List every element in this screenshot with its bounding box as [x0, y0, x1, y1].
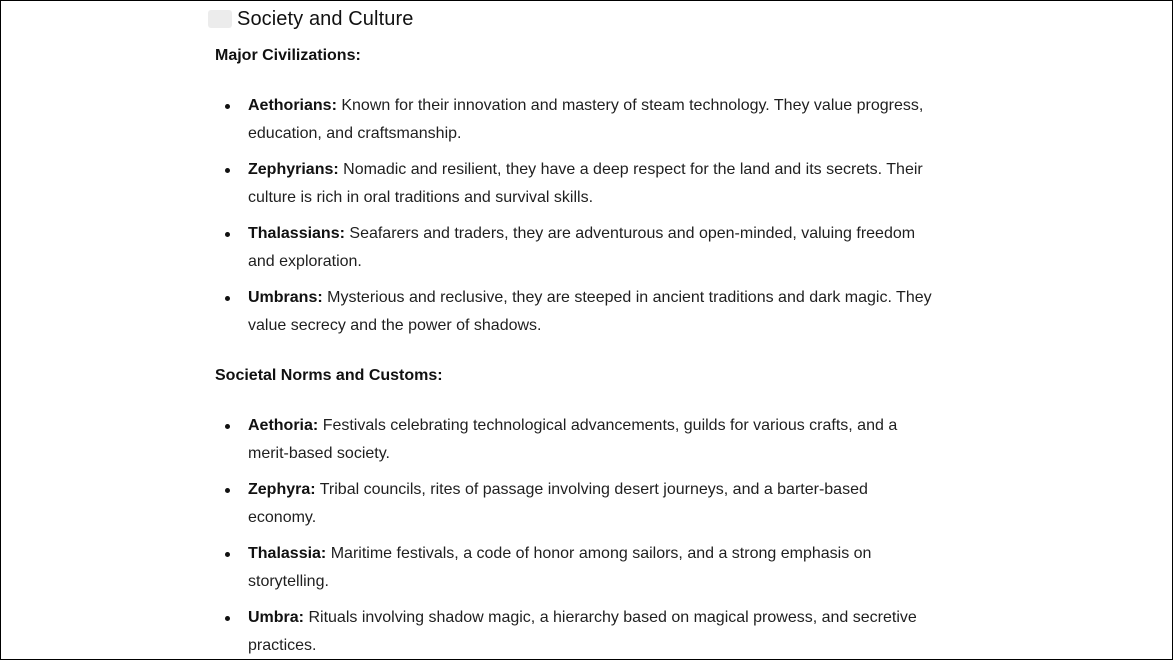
list-item-aethorians	[208, 92, 938, 148]
list-item-term: Aethorians:	[248, 97, 337, 114]
section-heading-major-civilizations: Major Civilizations:	[215, 47, 361, 64]
list-item-zephyrians	[208, 156, 938, 212]
list-item-thalassia	[208, 540, 938, 596]
list-item-thalassians	[208, 220, 938, 276]
list-item-text: Mysterious and reclusive, they are steeped in ancient traditions and dark magic. They value secrecy and the power of shadows.	[248, 289, 932, 334]
list-item-term: Umbrans:	[248, 289, 323, 306]
list-item-text: Nomadic and resilient, they have a deep respect for the land and its secrets. Their culture is rich in oral traditions and survival skills.	[248, 161, 923, 206]
list-item-term: Zephyra:	[248, 481, 316, 498]
civilizations-list	[208, 92, 938, 340]
list-item-term: Umbra:	[248, 609, 305, 626]
list-item-text: Seafarers and traders, they are adventurous and open-minded, valuing freedom and exploration.	[248, 225, 916, 270]
list-item-text: Known for their innovation and mastery of steam technology. They value progress, education, and craftsmanship.	[248, 97, 924, 142]
page-emoji-icon	[208, 10, 232, 28]
list-item-aethoria	[208, 412, 938, 468]
customs-list	[208, 412, 938, 660]
list-item-text: Festivals celebrating technological advancements, guilds for various crafts, and a merit-based society.	[248, 417, 898, 462]
list-item-text: Rituals involving shadow magic, a hierarchy based on magical prowess, and secretive practices.	[248, 609, 917, 654]
list-item-zephyra	[208, 476, 938, 532]
document-content	[208, 1, 938, 660]
section-heading-societal-norms: Societal Norms and Customs:	[215, 367, 443, 384]
list-item-umbra	[208, 604, 938, 660]
list-item-term: Thalassia:	[248, 545, 327, 562]
list-item-term: Zephyrians:	[248, 161, 339, 178]
list-item-term: Aethoria:	[248, 417, 319, 434]
list-item-text: Maritime festivals, a code of honor among sailors, and a strong emphasis on storytelling.	[248, 545, 872, 590]
title-row	[208, 1, 938, 37]
list-item-umbrans	[208, 284, 938, 340]
list-item-term: Thalassians:	[248, 225, 345, 242]
page-title: Society and Culture	[237, 7, 414, 30]
list-item-text: Tribal councils, rites of passage involving desert journeys, and a barter-based economy.	[248, 481, 868, 526]
